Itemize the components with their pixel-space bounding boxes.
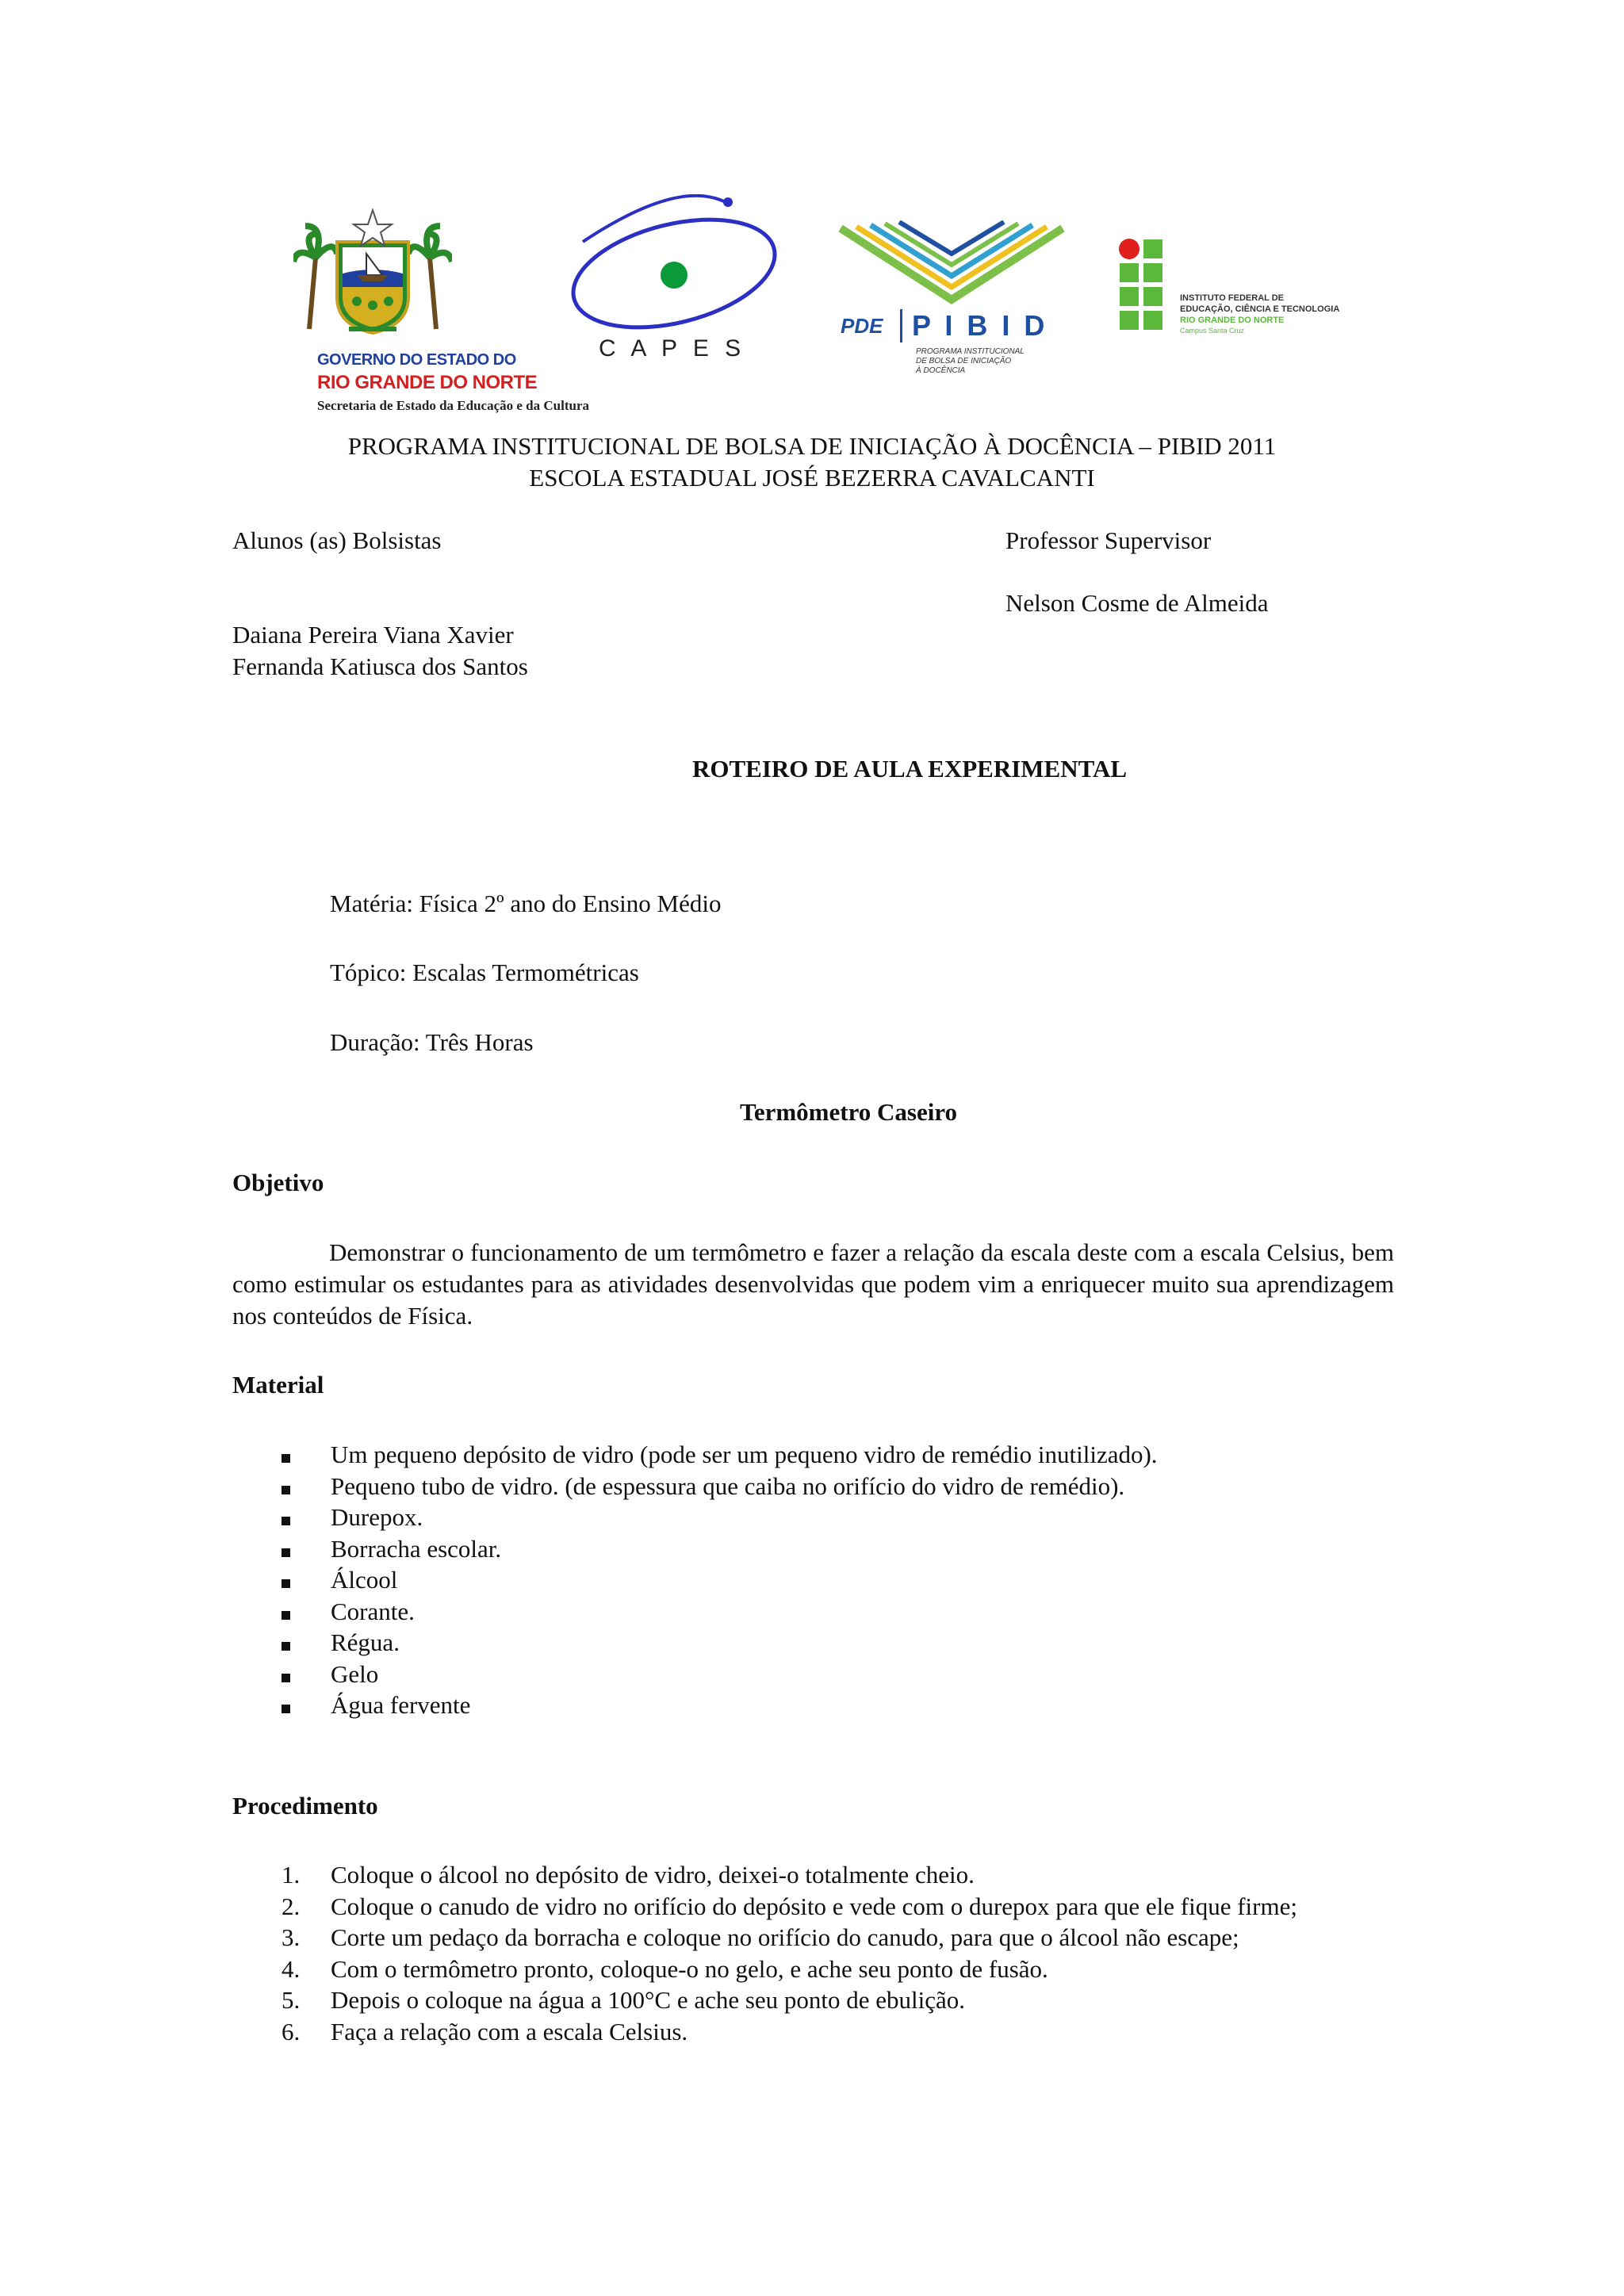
supervisor-label: Professor Supervisor [1005,526,1212,554]
students-label: Alunos (as) Bolsistas [232,526,442,554]
pibid-sub2: DE BOLSA DE INICIAÇÃO [916,357,1012,365]
pibid-sub3: À DOCÊNCIA [916,366,966,375]
list-item: 6. Faça a relação com a escala Celsius. [282,2017,688,2045]
objective-text: Demonstrar o funcionamento de um termômetro e fazer a relação da escala deste com a escala Celsius, bem como estimular os estudantes para as atividades desenvolvidas que podem vim a enriquecer muito sua aprendizagem nos conteúdos de Física. [232,1238,1394,1330]
pibid-sub1: PROGRAMA INSTITUCIONAL [916,347,1025,356]
list-item: Água fervente [232,1689,1394,1721]
list-item: Gelo [232,1659,1394,1690]
list-item: 3. Corte um pedaço da borracha e coloque no orifício do canudo, para que o álcool não escape; [282,1923,1239,1951]
program-title: PROGRAMA INSTITUCIONAL DE BOLSA DE INICIAÇÃO À DOCÊNCIA – PIBID 2011 [347,432,1277,460]
duration-line: Duração: Três Horas [330,1028,534,1056]
rn-government-logo [293,202,589,424]
list-item: Durepox. [232,1502,1394,1533]
rn-logo-line2: RIO GRANDE DO NORTE [317,372,538,393]
objective-heading: Objetivo [232,1169,324,1196]
bullet-icon [282,1548,290,1557]
supervisor-name: Nelson Cosme de Almeida [1005,589,1269,617]
bullet-icon [282,1454,290,1463]
list-item: Régua. [232,1627,1394,1659]
list-item: Um pequeno depósito de vidro (pode ser um pequeno vidro de remédio inutilizado). [232,1439,1394,1471]
bullet-icon [282,1579,290,1588]
procedure-heading: Procedimento [232,1792,378,1820]
capes-logo [567,194,781,369]
capes-orbit-icon [567,194,781,337]
document-title: ROTEIRO DE AULA EXPERIMENTAL [692,755,1128,783]
list-item: Álcool [232,1564,1394,1596]
student-name-1: Daiana Pereira Viana Xavier [232,621,514,649]
student-name-2: Fernanda Katiusca dos Santos [232,652,528,680]
pibid-chevron-icon [833,220,1071,308]
pibid-label: P I B I D [912,309,1048,342]
material-heading: Material [232,1371,324,1399]
experiment-title: Termômetro Caseiro [740,1098,958,1126]
rn-logo-line1: GOVERNO DO ESTADO DO [317,351,516,369]
procedure-list [232,1859,1394,2047]
bullet-icon [282,1674,290,1682]
list-item: Corante. [232,1596,1394,1628]
list-item: Borracha escolar. [232,1533,1394,1565]
bullet-icon [282,1705,290,1713]
ifrn-grid-icon [1118,238,1182,349]
ifrn-line4: Campus Santa Cruz [1180,327,1245,335]
ifrn-line2: EDUCAÇÃO, CIÊNCIA E TECNOLOGIA [1180,304,1340,314]
list-item: 4. Com o termômetro pronto, coloque-o no gelo, e ache seu ponto de fusão. [282,1954,1048,1983]
subject-line: Matéria: Física 2º ano do Ensino Médio [330,890,722,917]
material-list [232,1439,1394,1721]
list-item: 1. Coloque o álcool no depósito de vidro, deixei-o totalmente cheio. [282,1861,975,1888]
pde-label: PDE [841,314,883,338]
bullet-icon [282,1486,290,1494]
bullet-icon [282,1642,290,1651]
rn-coat-of-arms-icon [293,202,452,337]
ifrn-logo [1118,238,1372,357]
bullet-icon [282,1611,290,1620]
ifrn-line3: RIO GRANDE DO NORTE [1180,316,1285,325]
topic-line: Tópico: Escalas Termométricas [330,959,639,986]
list-item: 5. Depois o coloque na água a 100°C e ache seu ponto de ebulição. [282,1986,966,2014]
list-item: 2. Coloque o canudo de vidro no orifício do depósito e vede com o durepox para que ele fique firme; [282,1892,1297,1920]
pibid-divider [900,309,902,342]
pde-pibid-logo [833,220,1071,379]
capes-label: C A P E S [599,335,746,362]
bullet-icon [282,1517,290,1525]
school-name: ESCOLA ESTADUAL JOSÉ BEZERRA CAVALCANTI [529,464,1095,492]
ifrn-line1: INSTITUTO FEDERAL DE [1180,293,1284,303]
rn-logo-line3: Secretaria de Estado da Educação e da Cultura [317,398,589,413]
list-item: Pequeno tubo de vidro. (de espessura que caiba no orifício do vidro de remédio). [232,1471,1394,1502]
